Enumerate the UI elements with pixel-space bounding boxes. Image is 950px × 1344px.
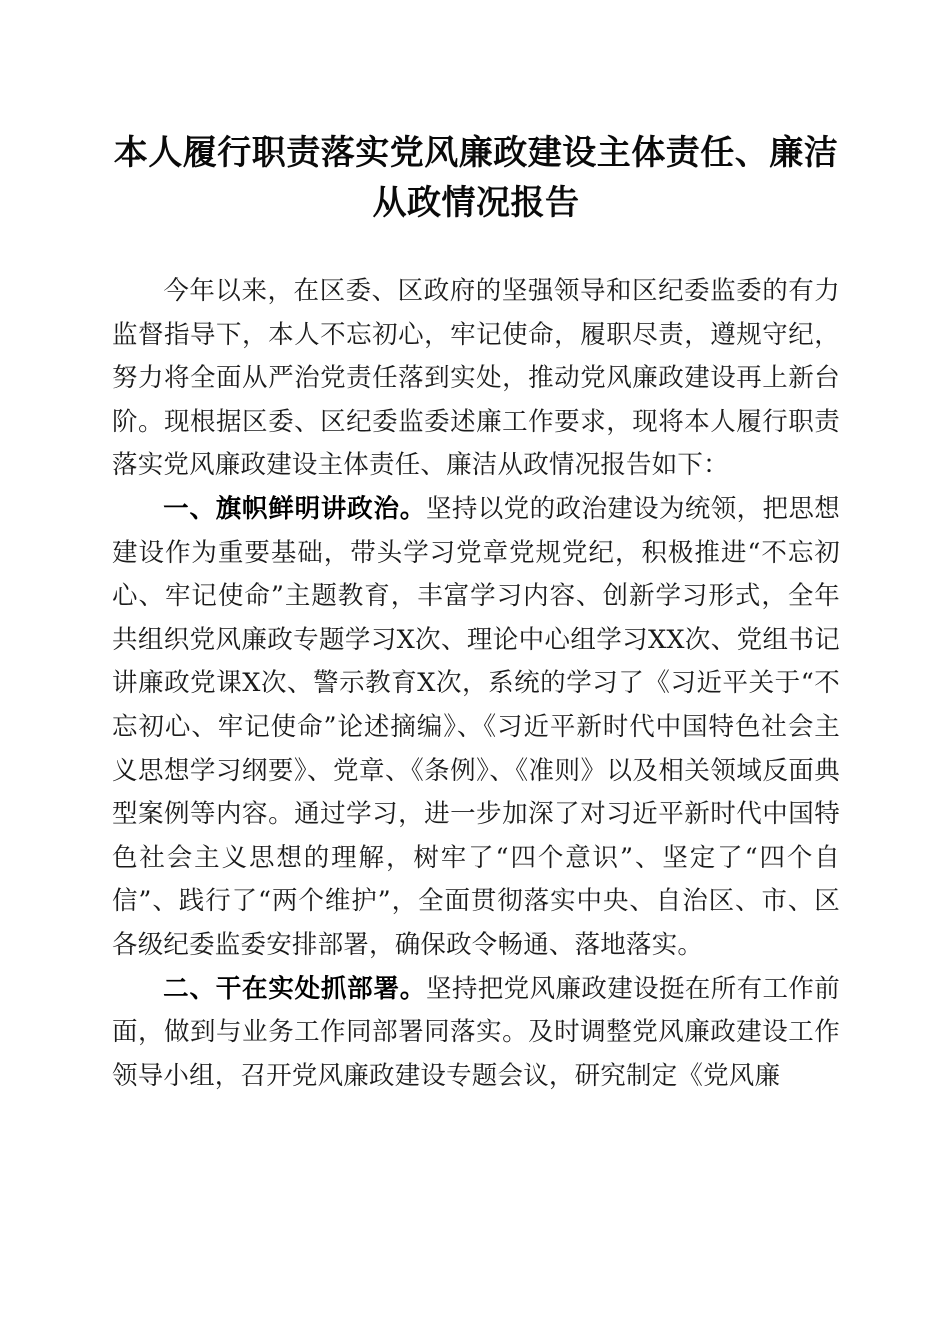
page-title: 本人履行职责落实党风廉政建设主体责任、廉洁从政情况报告: [113, 133, 839, 223]
section-heading-one: 一、旗帜鲜明讲政治。: [163, 493, 427, 524]
paragraph-intro-text: 今年以来，在区委、区政府的坚强领导和区纪委监委的有力监督指导下，本人不忘初心，牢记使命，履职尽责，遵规守纪，努力将全面从严治党责任落到实处，推动党风廉政建设再上新台阶。现根据区委、区纪委监委述廉工作要求，现将本人履行职责落实党风廉政建设主体责任、廉洁从政情况报告如下：: [112, 276, 840, 481]
paragraph-section-one: [112, 488, 840, 968]
paragraph-section-two: [112, 968, 840, 1099]
paragraph-section-one-text: 坚持以党的政治建设为统领，把思想建设作为重要基础，带头学习党章党规党纪，积极推进“不忘初心、牢记使命”主题教育，丰富学习内容、创新学习形式，全年共组织党风廉政专题学习X次、理论中心组学习XX次、党组书记讲廉政党课X次、警示教育X次，系统的学习了《习近平关于“不忘初心、牢记使命”论述摘编》、《习近平新时代中国特色社会主义思想学习纲要》、党章、《条例》、《准则》以及相关领域反面典型案例等内容。通过学习，进一步加深了对习近平新时代中国特色社会主义思想的理解，树牢了“四个意识”、坚定了“四个自信”、践行了“两个维护”，全面贯彻落实中央、自治区、市、区各级纪委监委安排部署，确保政令畅通、落地落实。: [112, 493, 840, 960]
section-heading-two: 二、干在实处抓部署。: [163, 973, 427, 1004]
document-body: [112, 0, 840, 1098]
paragraph-section-two-text: 坚持把党风廉政建设挺在所有工作前面，做到与业务工作同部署同落实。及时调整党风廉政建设工作领导小组，召开党风廉政建设专题会议，研究制定《党风廉: [112, 973, 840, 1091]
paragraph-intro: [112, 270, 840, 488]
